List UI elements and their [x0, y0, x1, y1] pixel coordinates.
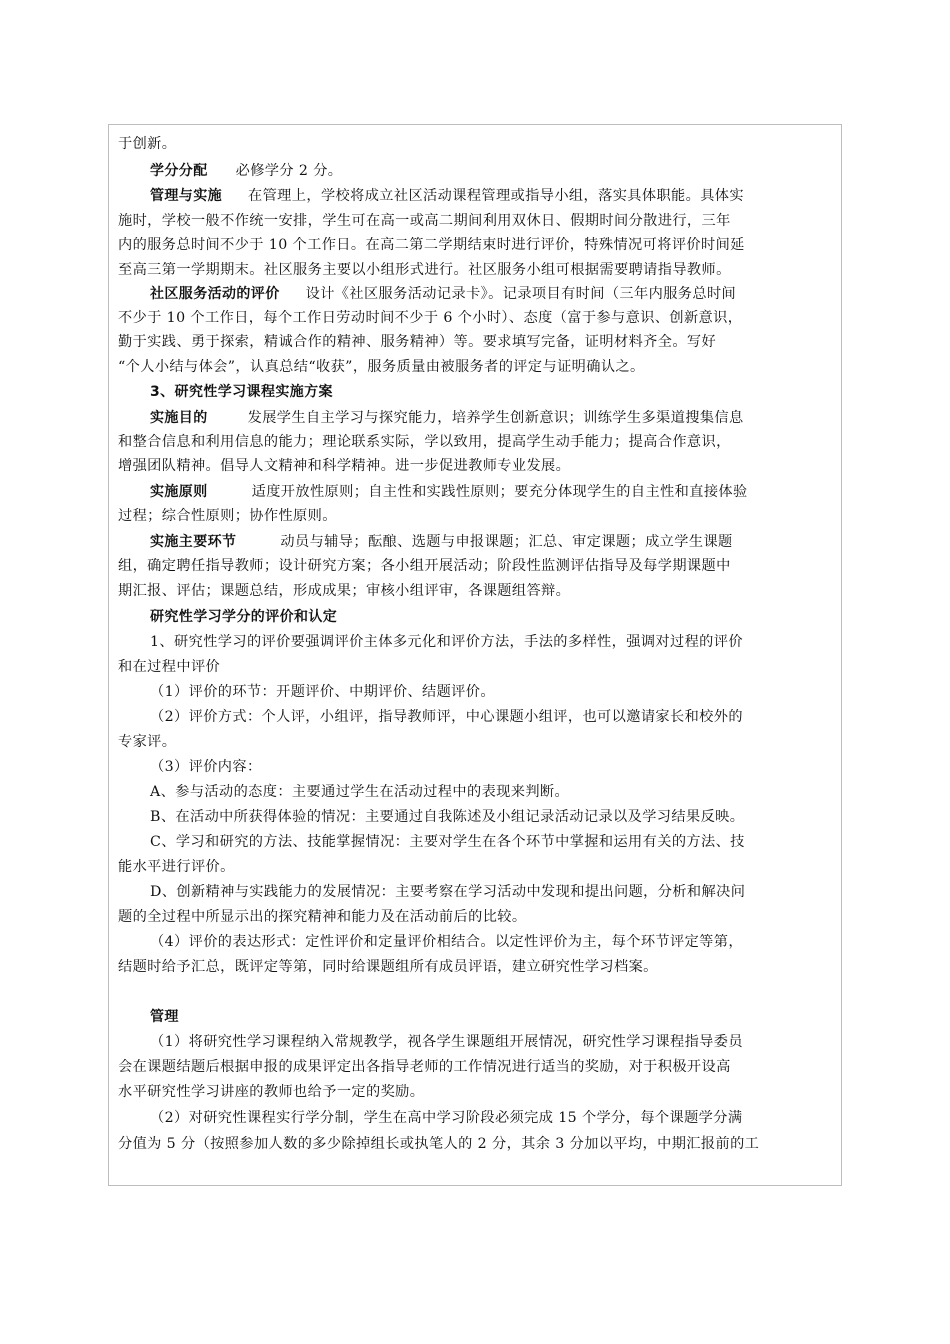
section-line: [118, 383, 838, 401]
body-text: A、参与活动的态度：主要通过学生在活动过程中的表现来判断。: [150, 784, 570, 800]
body-text: 不少于 10 个工作日，每个工作日劳动时间不少于 6 个小时）、态度（富于参与意识、创新意识，: [118, 310, 743, 326]
text-line: [118, 883, 838, 901]
text-line: [118, 833, 838, 851]
text-line: [118, 212, 838, 230]
text-line: [118, 858, 838, 876]
body-text: 内的服务总时间不少于 10 个工作日。在高二第二学期结束时进行评价，特殊情况可将评价时间延: [118, 237, 745, 253]
body-text: 1、研究性学习的评价要强调评价主体多元化和评价方法，手法的多样性，强调对过程的评价: [150, 634, 743, 650]
body-text: （2）对研究性课程实行学分制，学生在高中学习阶段必须完成 15 个学分，每个课题学分满: [150, 1110, 743, 1126]
body-text: 发展学生自主学习与探究能力，培养学生创新意识；训练学生多渠道搜集信息: [247, 410, 744, 426]
body-text: 施时，学校一般不作统一安排，学生可在高一或高二期间利用双休日、假期时间分散进行，三年: [118, 213, 731, 229]
text-line: [118, 1033, 838, 1051]
body-text: C、学习和研究的方法、技能掌握情况：主要对学生在各个环节中掌握和运用有关的方法、技: [150, 834, 745, 850]
body-text: （2）评价方式：个人评，小组评，指导教师评，中心课题小组评，也可以邀请家长和校外的: [150, 709, 743, 725]
body-text: （1）评价的环节：开题评价、中期评价、结题评价。: [150, 684, 495, 700]
text-line: [118, 958, 838, 976]
body-text: D、创新精神与实践能力的发展情况：主要考察在学习活动中发现和提出问题，分析和解决问: [150, 884, 746, 900]
text-line: [118, 658, 838, 676]
text-line: [118, 333, 838, 351]
text-line: [118, 261, 838, 279]
body-text: （1）将研究性学习课程纳入常规教学，视各学生课题组开展情况，研究性学习课程指导委员: [150, 1034, 743, 1050]
section-heading: 社区服务活动的评价: [150, 286, 280, 302]
text-line: [118, 457, 838, 475]
body-text: 至高三第一学期期末。社区服务主要以小组形式进行。社区服务小组可根据需要聘请指导教师。: [118, 262, 731, 278]
section-line: [118, 1008, 838, 1026]
body-text: （4）评价的表达形式：定性评价和定量评价相结合。以定性评价为主，每个环节评定等第，: [150, 934, 743, 950]
text-line: [118, 582, 838, 600]
body-text: 在管理上，学校将成立社区活动课程管理或指导小组，落实具体职能。具体实: [248, 188, 744, 204]
text-line: [118, 236, 838, 254]
text-line: [118, 557, 838, 575]
body-text: “个人小结与体会”，认真总结“收获”，服务质量由被服务者的评定与证明确认之。: [118, 359, 645, 375]
body-text: 于创新。: [118, 136, 177, 152]
text-line: [118, 1135, 838, 1153]
body-text: 组，确定聘任指导教师；设计研究方案；各小组开展活动；阶段性监测评估指导及每学期课题中: [118, 558, 731, 574]
text-line: [118, 309, 838, 327]
body-text: 水平研究性学习讲座的教师也给予一定的奖励。: [118, 1084, 425, 1100]
section-heading: 实施目的: [150, 410, 208, 426]
body-text: 能水平进行评价。: [118, 859, 235, 875]
body-text: 动员与辅导；酝酿、选题与申报课题；汇总、审定课题；成立学生课题: [280, 534, 733, 550]
section-line: [118, 187, 838, 205]
text-line: [118, 908, 838, 926]
section-line: [118, 162, 838, 180]
text-line: [118, 1109, 838, 1127]
text-line: [118, 1083, 838, 1101]
text-line: [118, 358, 838, 376]
section-heading: 实施原则: [150, 484, 208, 500]
section-heading: 3、研究性学习课程实施方案: [150, 384, 333, 400]
text-line: [118, 633, 838, 651]
body-text: 专家评。: [118, 734, 177, 750]
body-text: 题的全过程中所显示出的探究精神和能力及在活动前后的比较。: [118, 909, 527, 925]
section-heading: 实施主要环节: [150, 534, 237, 550]
text-line: [118, 783, 838, 801]
page-frame: [108, 124, 842, 1186]
text-line: [118, 758, 838, 776]
section-heading: 管理与实施: [150, 188, 222, 204]
body-text: 期汇报、评估；课题总结，形成成果；审核小组评审，各课题组答辩。: [118, 583, 571, 599]
body-text: 增强团队精神。倡导人文精神和科学精神。进一步促进教师专业发展。: [118, 458, 571, 474]
body-text: 适度开放性原则；自主性和实践性原则；要充分体现学生的自主性和直接体验: [251, 484, 748, 500]
text-line: [118, 808, 838, 826]
body-text: 和在过程中评价: [118, 659, 221, 675]
body-text: 和整合信息和利用信息的能力；理论联系实际，学以致用，提高学生动手能力；提高合作意识，: [118, 434, 731, 450]
text-line: [118, 135, 838, 153]
section-line: [118, 608, 838, 626]
section-line: [118, 409, 838, 427]
body-text: B、在活动中所获得体验的情况：主要通过自我陈述及小组记录活动记录以及学习结果反映。: [150, 809, 745, 825]
body-text: 结题时给予汇总，既评定等第，同时给课题组所有成员评语，建立研究性学习档案。: [118, 959, 658, 975]
text-line: [118, 507, 838, 525]
text-line: [118, 683, 838, 701]
text-line: [118, 933, 838, 951]
text-line: [118, 733, 838, 751]
section-heading: 学分分配: [150, 163, 208, 179]
body-text: 分值为 5 分（按照参加人数的多少除掉组长或执笔人的 2 分，其余 3 分加以平均，中期汇报前的工: [118, 1136, 760, 1152]
body-text: （3）评价内容：: [150, 759, 262, 775]
text-line: [118, 1058, 838, 1076]
section-line: [118, 483, 838, 501]
section-heading: 管理: [150, 1009, 179, 1025]
text-line: [118, 433, 838, 451]
body-text: 设计《社区服务活动记录卡》。记录项目有时间（三年内服务总时间: [305, 286, 737, 302]
section-line: [118, 285, 838, 303]
section-line: [118, 533, 838, 551]
body-text: 勤于实践、勇于探索，精诚合作的精神、服务精神）等。要求填写完备，证明材料齐全。写好: [118, 334, 717, 350]
body-text: 会在课题结题后根据申报的成果评定出各指导老师的工作情况进行适当的奖励，对于积极开设高: [118, 1059, 731, 1075]
body-text: 过程；综合性原则；协作性原则。: [118, 508, 337, 524]
body-text: 必修学分 2 分。: [235, 163, 343, 179]
section-heading: 研究性学习学分的评价和认定: [150, 609, 338, 625]
text-line: [118, 708, 838, 726]
